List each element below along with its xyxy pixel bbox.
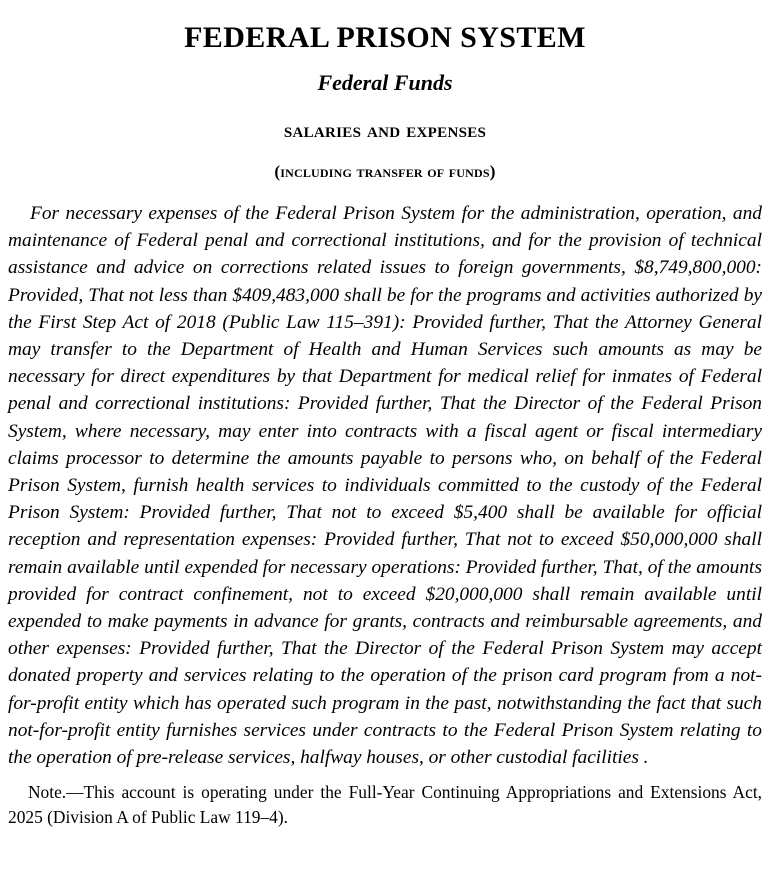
account-note-paragraph: Note.—This account is operating under the Full-Year Continuing Appropriations and Extensions Act, 2025 (Division A of Public Law 119–4). <box>8 782 762 827</box>
page-title: FEDERAL PRISON SYSTEM <box>184 21 586 54</box>
transfer-of-funds-note: (including transfer of funds) <box>274 162 496 181</box>
fund-type-heading: Federal Funds <box>317 70 453 95</box>
account-title-heading: salaries and expenses <box>283 117 487 142</box>
appropriation-paragraph: For necessary expenses of the Federal Prison System for the administration, operation, and maintenance of Federal penal and correctional institutions, and for the provision of technical assistance and advice on corrections related issues to foreign governments, $8,749,800,000: Provided, That not less than $409,483,000 shall be for the programs and activities authorized by the First Step Act of 2018 (Public Law 115–391): Provided further, That the Attorney General may transfer to the Department of Health and Human Services such amounts as may be necessary for direct expenditures by that Department for medical relief for inmates of Federal penal and correctional institutions: Provided further, That the Director of the Federal Prison System, where necessary, may enter into contracts with a fiscal agent or fiscal intermediary claims processor to determine the amounts payable to persons who, on behalf of the Federal Prison System, furnish health services to individuals committed to the custody of the Federal Prison System: Provided further, That not to exceed $5,400 shall be available for official reception and representation expenses: Provided further, That not to exceed $50,000,000 shall remain available until expended for necessary operations: Provided further, That, of the amounts provided for contract confinement, not to exceed $20,000,000 shall remain available until expended to make payments in advance for grants, contracts and reimbursable agreements, and other expenses: Provided further, That the Director of the Federal Prison System may accept donated property and services relating to the operation of the prison card program from a not-for-profit entity which has operated such program in the past, notwithstanding the fact that such not-for-profit entity furnishes services under contracts to the Federal Prison System relating to the operation of pre-release services, halfway houses, or other custodial facilities . <box>8 203 762 769</box>
